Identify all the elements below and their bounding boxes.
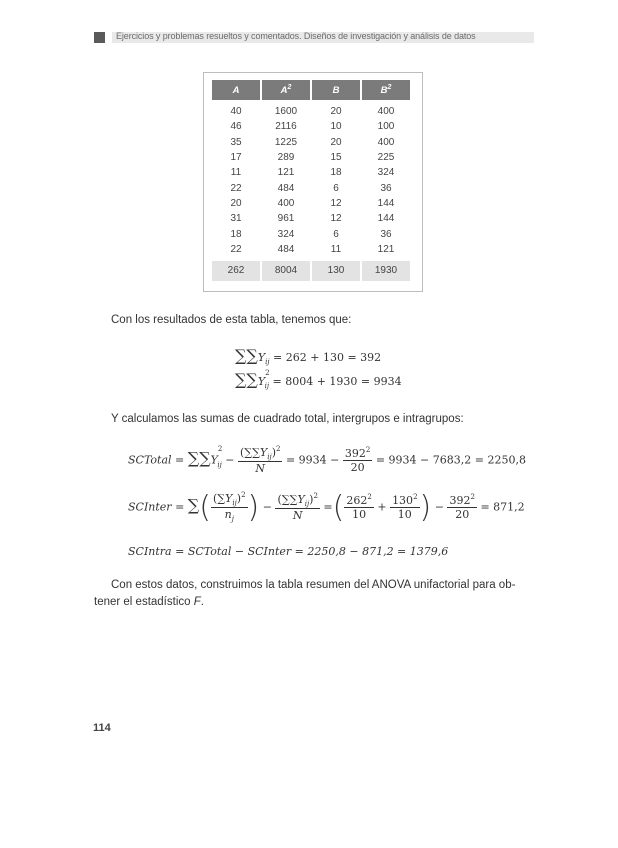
table-cell: 17 (230, 152, 242, 164)
table-cell: 121 (377, 243, 395, 255)
table-cell: 400 (277, 197, 295, 209)
running-header (94, 32, 534, 46)
table-cell: 12 (330, 197, 342, 209)
data-table (210, 80, 412, 281)
table-row (212, 180, 410, 195)
table-cell: 11 (230, 167, 242, 179)
table-cell: 46 (230, 121, 242, 133)
table-cell: 400 (377, 136, 395, 148)
table-cell: 400 (377, 106, 395, 118)
table-cell: 144 (377, 213, 395, 225)
table-cell: 961 (277, 213, 295, 225)
table-cell: 484 (277, 182, 295, 194)
col-header-b2: $B^2$ (362, 80, 410, 100)
table-cell: 11 (330, 243, 342, 255)
table-cell: 20 (330, 136, 342, 148)
table-cell: 20 (330, 106, 342, 118)
table-total-cell: 8004 (262, 261, 310, 281)
table-cell: 484 (277, 243, 295, 255)
table-cell: 40 (230, 106, 242, 118)
table-cell: 18 (330, 167, 342, 179)
table-cell: 12 (330, 213, 342, 225)
table-cell: 31 (230, 213, 242, 225)
page-number: 114 (93, 722, 111, 734)
table-total-cell: 262 (212, 261, 260, 281)
table-header-row (212, 80, 410, 100)
col-header-a: A (212, 80, 260, 100)
paragraph-sums: Y calculamos las sumas de cuadrado total, intergrupos e intragrupos: (111, 413, 464, 425)
table-cell: 10 (330, 121, 342, 133)
table-cell: 100 (377, 121, 395, 133)
table-cell: 36 (380, 182, 392, 194)
data-table-box (203, 72, 423, 292)
equation-scintra: SCIntra = SCTotal − SCInter = 2250,8 − 871,2 = 1379,6 (128, 545, 449, 558)
table-total-cell: 130 (312, 261, 360, 281)
table-cell: 35 (230, 136, 242, 148)
table-row (212, 211, 410, 226)
col-header-a2: $A^2$ (262, 80, 310, 100)
table-row (212, 242, 410, 257)
table-row (212, 100, 410, 119)
table-cell: 289 (277, 152, 295, 164)
table-cell: 36 (380, 228, 392, 240)
table-cell: 22 (230, 243, 242, 255)
equation-sctotal: SCTotal = $\sum\sum Y^2_{ij}$ − $\frac{(\sum\sum Y_{ij})^2}{N}$ = 9934 − $\frac{392^2}{20}$ = 9934 − 7683,2 = 2250,8 (128, 445, 526, 476)
table-cell: 1225 (274, 136, 298, 148)
table-row (212, 196, 410, 211)
table-totals-row (212, 261, 410, 281)
table-row (212, 150, 410, 165)
table-cell: 225 (377, 152, 395, 164)
header-text: Ejercicios y problemas resueltos y comentados. Diseños de investigación y análisis de datos (116, 31, 476, 41)
paragraph-intro: Con los resultados de esta tabla, tenemos que: (111, 314, 352, 326)
table-cell: 6 (333, 228, 339, 240)
table-cell: 2116 (275, 121, 297, 133)
equation-scinter: SCInter = ∑( $\frac{(\sum Y_{ij})^2}{n_j}$ ) − $\frac{(\sum\sum Y_{ij})^2}{N}$ =( $\frac{262^2}{10}$ + $\frac{130^2}{10}$ ) − $\frac{392^2}{20}$ = 871,2 (128, 490, 525, 525)
col-header-b: B (312, 80, 360, 100)
equation-sum-y2: $\sum\sum Y^2_{ij} = 8004 + 1930 = 9934$ (235, 369, 402, 391)
table-cell: 22 (230, 182, 242, 194)
table-total-cell: 1930 (362, 261, 410, 281)
table-cell: 1600 (274, 106, 298, 118)
table-row (212, 135, 410, 150)
table-cell: 324 (277, 228, 295, 240)
table-row (212, 226, 410, 241)
header-marker (94, 32, 105, 43)
table-cell: 324 (377, 167, 395, 179)
equation-sum-y: $\sum\sum Y_{ij} = 262 + 130 = 392$ (235, 346, 382, 367)
table-cell: 121 (277, 167, 295, 179)
table-cell: 20 (230, 197, 242, 209)
table-cell: 6 (333, 182, 339, 194)
table-cell: 18 (230, 228, 242, 240)
table-row (212, 165, 410, 180)
table-row (212, 119, 410, 134)
table-cell: 144 (377, 197, 395, 209)
paragraph-conclusion-2: tener el estadístico F. (94, 596, 204, 608)
paragraph-conclusion-1: Con estos datos, construimos la tabla resumen del ANOVA unifactorial para ob- (111, 579, 516, 591)
table-cell: 15 (330, 152, 342, 164)
